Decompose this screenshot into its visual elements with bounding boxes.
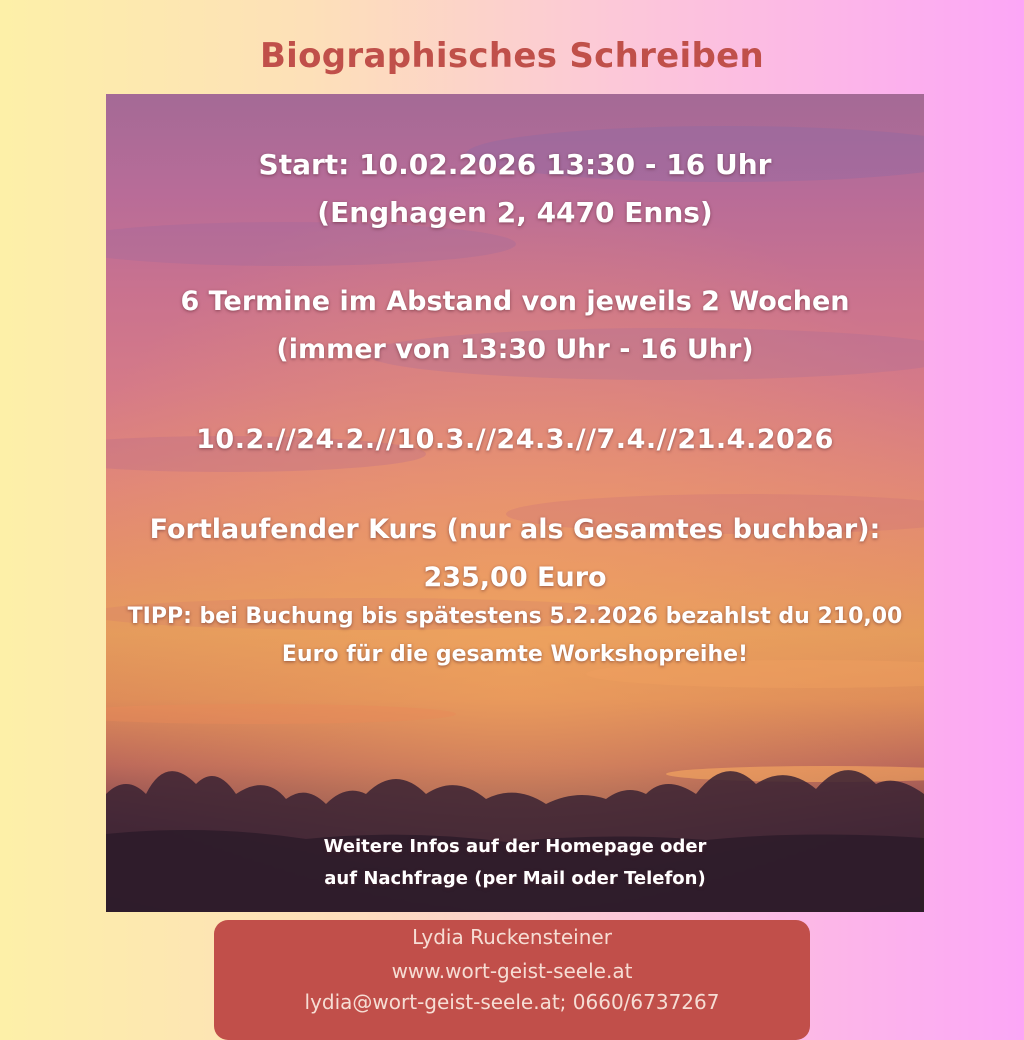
author-name: Lydia Ruckensteiner <box>412 925 612 949</box>
dates-list-text: 10.2.//24.2.//10.3.//24.3.//7.4.//21.4.2026 <box>196 424 834 455</box>
tip-text-line1: TIPP: bei Buchung bis spätestens 5.2.2026 bezahlst du 210,00 <box>127 604 903 629</box>
course-info-text: Fortlaufender Kurs (nur als Gesamtes buchbar): <box>149 514 881 545</box>
address-text: (Enghagen 2, 4470 Enns) <box>317 196 713 229</box>
flyer-title: Biographisches Schreiben <box>259 36 765 76</box>
contact-info[interactable]: lydia@wort-geist-seele.at; 0660/6737267 <box>304 990 720 1014</box>
start-date-text: Start: 10.02.2026 13:30 - 16 Uhr <box>258 148 772 181</box>
sessions-text: 6 Termine im Abstand von jeweils 2 Wochen <box>180 286 850 317</box>
tip-text-line2: Euro für die gesamte Workshopreihe! <box>281 642 749 667</box>
website-link[interactable]: www.wort-geist-seele.at <box>391 959 633 983</box>
price-text: 235,00 Euro <box>423 562 607 593</box>
more-info-line1: Weitere Infos auf der Homepage oder <box>323 836 707 857</box>
sessions-time-text: (immer von 13:30 Uhr - 16 Uhr) <box>276 334 754 365</box>
sunset-photo <box>106 94 924 912</box>
contact-footer <box>214 920 810 1040</box>
more-info-line2: auf Nachfrage (per Mail oder Telefon) <box>324 868 706 889</box>
